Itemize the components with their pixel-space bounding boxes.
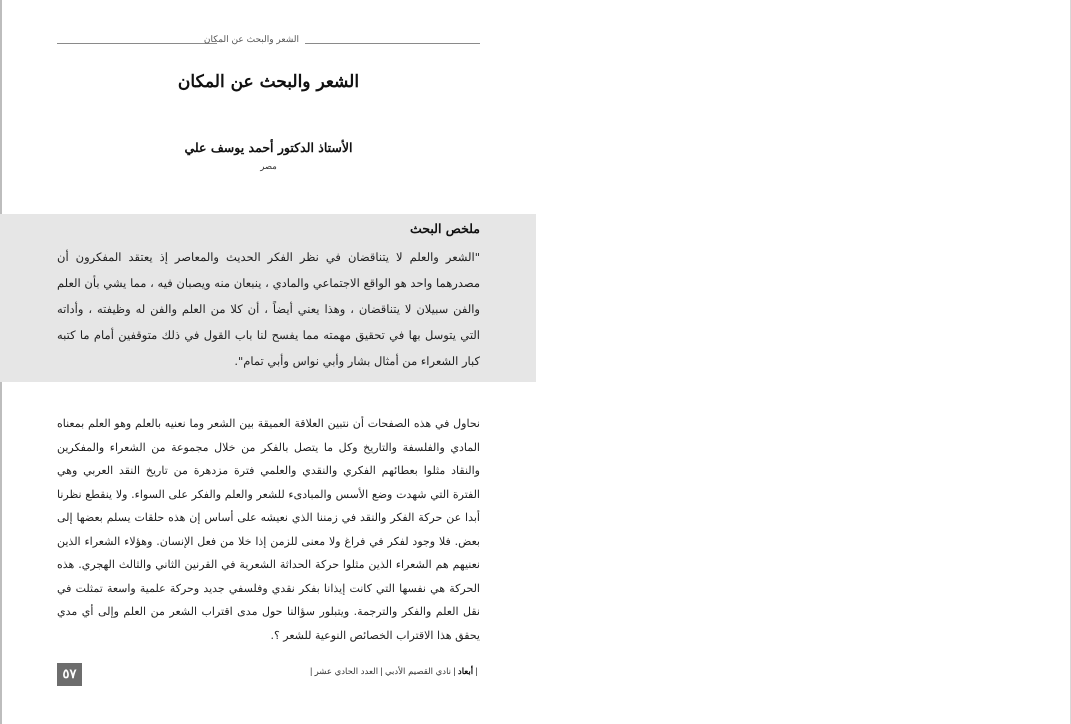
body-paragraph: نحاول في هذه الصفحات أن نتبين العلاقة العميقة بين الشعر وما نعنيه بالعلم وهو العلم بمعناه المادي والفلسفة والتاريخ وكل ما يتصل بالفكر من خلال مجموعة من الشعراء والمفكرين والنقاد مثلوا بعطائهم الفكري والنقدي والعلمي فترة مزدهرة من تاريخ النقد العربي وهي الفترة التي شهدت وضع الأسس والمبادىء للشعر والعلم والفكر على السواء. ولا ينقطع نظرنا أبدا عن حركة الفكر والنقد في زمننا الذي نعيشه على أساس إن هذه حلقات يسلم بعضها إلى بعض. فلا وجود لفكر في فراغ ولا معنى للزمن إذا خلا من فعل الإنسان. وهؤلاء الشعراء الذين نعنيهم هم الشعراء الذين مثلوا حركة الحداثة الشعرية في القرنين الثاني والثالث الهجري. هذه الحركة هي نفسها التي كانت إيذانا بفكر نقدي وفلسفي جديد وحركة علمية واسعة تمثلت في نقل العلم والفكر والترجمة. ويتبلور سؤالنا حول مدى اقتراب الشعر من العلم وإلى أي مدي يحقق هذا الاقتراب الخصائص النوعية للشعر ؟. xyxy=(57,417,480,642)
author-name: الأستاذ الدكتور أحمد يوسف علي xyxy=(184,140,353,155)
abstract-heading: ملخص البحث xyxy=(410,221,480,236)
abstract-text: "الشعر والعلم لا يتناقضان في نظر الفكر الحديث والمعاصر إذ يعتقد المفكرون أن مصدرهما واحد هو الواقع الاجتماعي والمادي ، ينبعان منه ويصبان فيه ، مما يشي بأن العلم والفن سبيلان لا يتناقضان ، وهذا يعني أيضاً ، أن كلا من العلم والفن له وظيفته ، وأداته التي يتوسل بها في تحقيق مهمته مما يفسح لنا باب القول في ذلك متوقفين أمام ما كتبه كبار الشعراء من أمثال بشار وأبي نواس وأبي تمام". xyxy=(57,250,480,368)
header-rule-left xyxy=(57,43,217,44)
author-country: مصر xyxy=(260,162,277,172)
header-rule-right xyxy=(305,43,480,44)
footer-separator: | xyxy=(453,667,456,677)
footer-separator: | xyxy=(380,667,383,677)
running-header xyxy=(57,34,480,52)
footer-club: نادي القصيم الأدبي xyxy=(384,667,452,677)
footer-separator: | xyxy=(309,667,313,677)
article-title: الشعر والبحث عن المكان xyxy=(177,72,360,92)
page-number: ٥٧ xyxy=(57,663,82,686)
footer-magazine: أبعاد xyxy=(457,667,474,677)
running-title: الشعر والبحث عن المكان xyxy=(203,35,299,45)
footer-issue: العدد الحادي عشر xyxy=(314,667,379,677)
footer-separator: | xyxy=(475,667,478,677)
page-footer xyxy=(309,667,480,677)
